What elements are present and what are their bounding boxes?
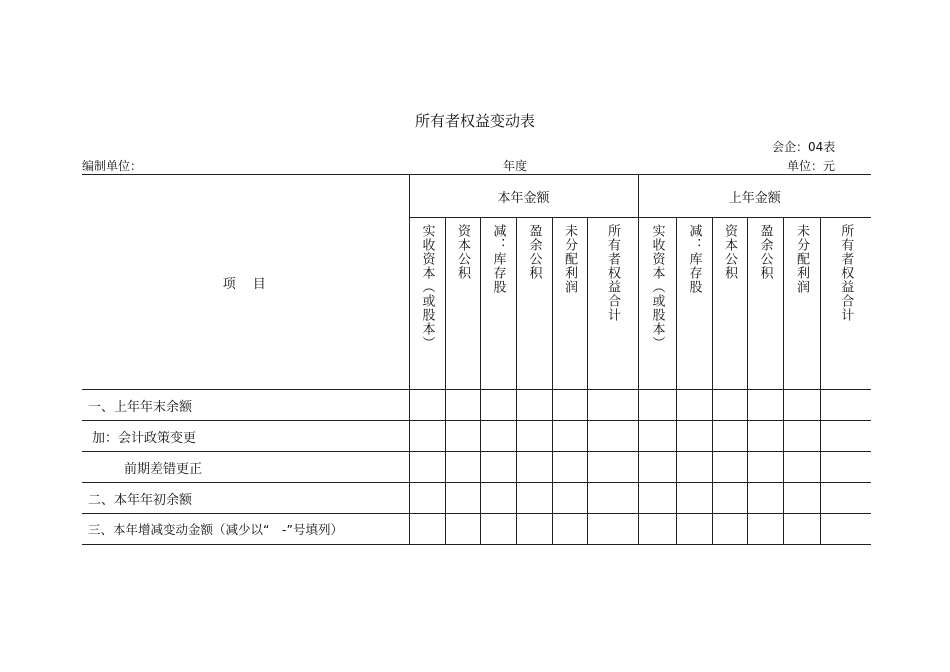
previous-retained-earnings-header: 未分配利润 — [783, 218, 820, 390]
table-cell — [445, 452, 480, 483]
previous-capital-reserve-header: 资本公积 — [712, 218, 747, 390]
row-label: 前期差错更正 — [82, 452, 409, 483]
table-cell — [676, 390, 712, 421]
table-cell — [480, 390, 516, 421]
current-retained-earnings-header: 未分配利润 — [552, 218, 587, 390]
currency-unit: 单位：元 — [787, 159, 836, 173]
table-cell — [516, 390, 552, 421]
table-cell — [783, 483, 820, 514]
table-cell — [712, 514, 747, 545]
table-cell — [747, 483, 783, 514]
table-cell — [516, 452, 552, 483]
table-cell — [409, 483, 445, 514]
table-cell — [747, 514, 783, 545]
table-cell — [409, 514, 445, 545]
current-total-equity-header: 所有者权益合计 — [587, 218, 638, 390]
table-cell — [783, 421, 820, 452]
table-row — [82, 390, 871, 421]
table-cell — [676, 514, 712, 545]
table-row — [82, 483, 871, 514]
table-cell — [516, 514, 552, 545]
table-cell — [638, 483, 676, 514]
table-cell — [409, 390, 445, 421]
table-cell — [587, 514, 638, 545]
form-code: 会企：04表 — [772, 140, 836, 154]
table-cell — [676, 421, 712, 452]
table-cell — [638, 390, 676, 421]
previous-surplus-reserve-header: 盈余公积 — [747, 218, 783, 390]
table-cell — [820, 390, 871, 421]
table-cell — [480, 452, 516, 483]
table-cell — [747, 390, 783, 421]
table-cell — [638, 452, 676, 483]
table-cell — [712, 483, 747, 514]
previous-treasury-stock-header: 减：库存股 — [676, 218, 712, 390]
item-column-header: 项 目 — [82, 175, 409, 390]
previous-total-equity-header: 所有者权益合计 — [820, 218, 871, 390]
table-cell — [552, 483, 587, 514]
current-paid-in-capital-header: 实收资本（或股本） — [409, 218, 445, 390]
table-cell — [676, 452, 712, 483]
table-cell — [409, 421, 445, 452]
table-cell — [820, 452, 871, 483]
table-cell — [638, 421, 676, 452]
document-title: 所有者权益变动表 — [414, 112, 535, 130]
table-row — [82, 514, 871, 545]
table-cell — [820, 514, 871, 545]
current-capital-reserve-header: 资本公积 — [445, 218, 480, 390]
table-cell — [552, 421, 587, 452]
table-cell — [552, 514, 587, 545]
year-label: 年度 — [503, 159, 528, 173]
table-cell — [747, 452, 783, 483]
row-label: 三、本年增减变动金额（减少以“ -”号填列） — [82, 514, 409, 545]
table-cell — [747, 421, 783, 452]
row-label: 二、本年年初余额 — [82, 483, 409, 514]
table-row — [82, 421, 871, 452]
current-year-header: 本年金额 — [409, 175, 638, 218]
table-cell — [676, 483, 712, 514]
table-cell — [552, 452, 587, 483]
table-cell — [480, 421, 516, 452]
table-cell — [783, 452, 820, 483]
row-label: 一、上年年末余额 — [82, 390, 409, 421]
table-cell — [445, 421, 480, 452]
table-cell — [445, 390, 480, 421]
table-cell — [445, 514, 480, 545]
table-cell — [587, 390, 638, 421]
table-cell — [783, 390, 820, 421]
table-cell — [712, 452, 747, 483]
table-cell — [783, 514, 820, 545]
table-cell — [480, 483, 516, 514]
table-cell — [552, 390, 587, 421]
table-cell — [638, 514, 676, 545]
table-cell — [712, 390, 747, 421]
equity-statement-table — [82, 174, 871, 545]
current-treasury-stock-header: 减：库存股 — [480, 218, 516, 390]
table-cell — [587, 483, 638, 514]
previous-year-header: 上年金额 — [638, 175, 871, 218]
table-row — [82, 452, 871, 483]
table-cell — [480, 514, 516, 545]
table-cell — [587, 452, 638, 483]
table-cell — [712, 421, 747, 452]
table-cell — [445, 483, 480, 514]
previous-paid-in-capital-header: 实收资本（或股本） — [638, 218, 676, 390]
preparer-unit-label: 编制单位： — [82, 159, 143, 173]
table-cell — [587, 421, 638, 452]
table-cell — [516, 421, 552, 452]
table-cell — [820, 421, 871, 452]
table-cell — [516, 483, 552, 514]
current-surplus-reserve-header: 盈余公积 — [516, 218, 552, 390]
table-cell — [820, 483, 871, 514]
row-label: 加：会计政策变更 — [82, 421, 409, 452]
table-cell — [409, 452, 445, 483]
